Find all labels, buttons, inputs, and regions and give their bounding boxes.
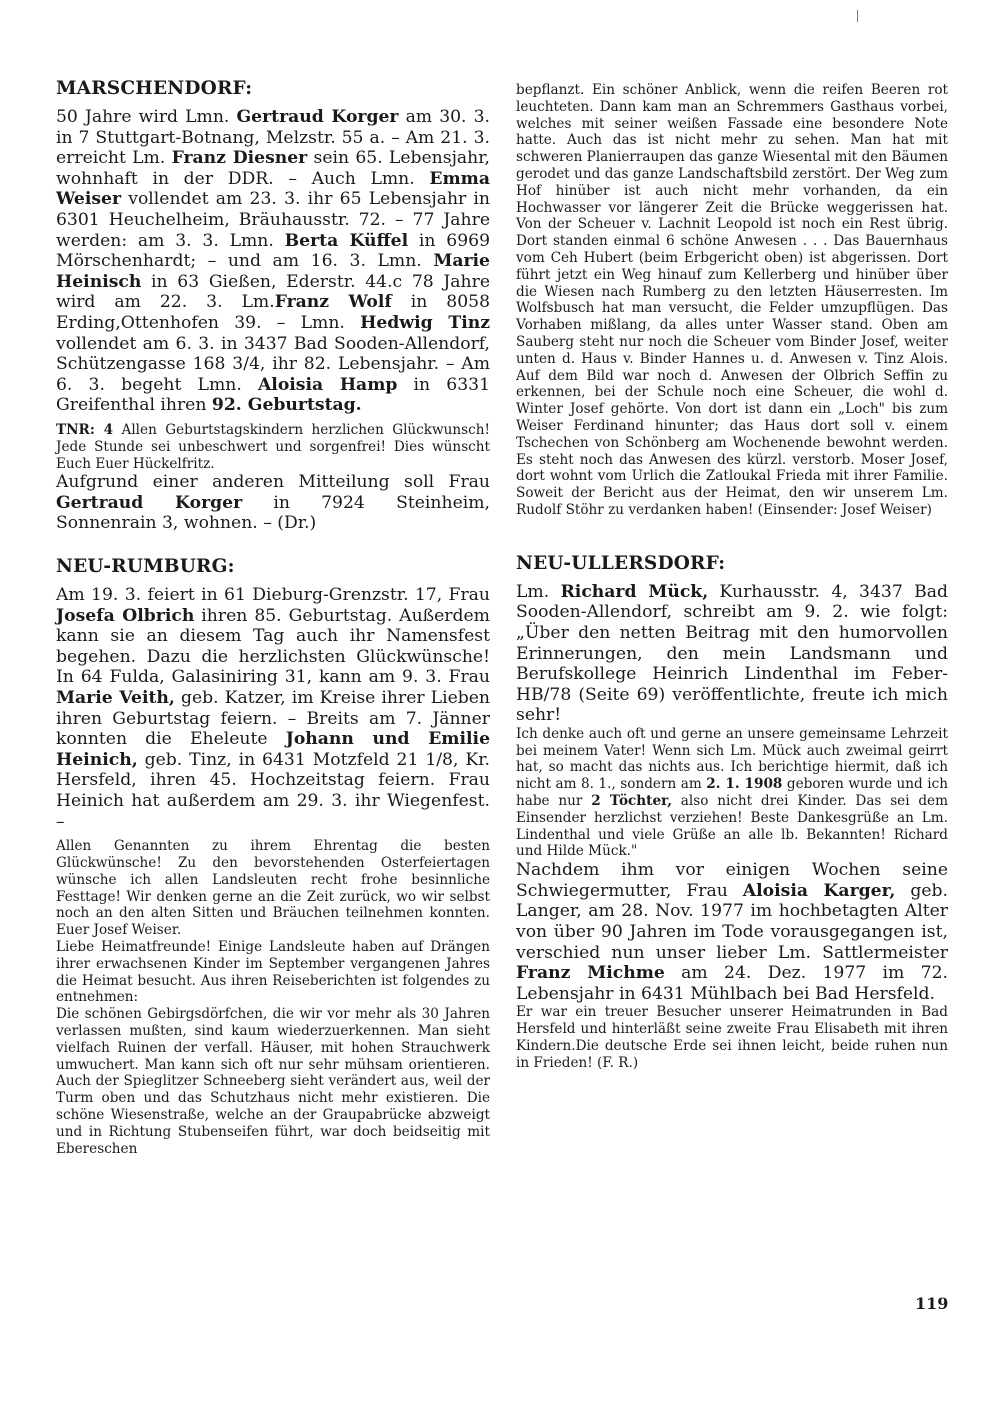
bold-name: Berta Küffel xyxy=(284,230,409,251)
bold-name: Marie Veith, xyxy=(56,688,175,709)
bold-name: Marie Heinisch xyxy=(56,251,490,292)
bold-name: TNR: 4 xyxy=(56,421,114,438)
bold-name: Franz Michme xyxy=(516,963,665,984)
right-column xyxy=(516,82,948,1072)
section-heading-neu-ullersdorf: NEU-ULLERSDORF: xyxy=(516,552,726,574)
bold-name: Franz Wolf xyxy=(274,292,392,313)
bold-name: Gertraud Korger xyxy=(236,107,399,127)
bold-name: Aloisia Karger, xyxy=(742,880,896,901)
bold-name: 2. 1. 1908 xyxy=(706,776,783,793)
paragraph: 50 Jahre wird Lmn. Gertraud Korger am 30. 3. in 7 Stuttgart-Botnang, Melzstr. 55 a. – Am 21. 3. erreicht Lm. Franz Diesner sein 65. Lebensjahr, wohnhaft in der DDR. – Auch Lmn. Emma Weiser vollendet am 23. 3. ihr 65 Lebensjahr in 6301 Heuchelheim, Bräuhausstr. 72. – 77 Jahre werden: am 3. 3. Lmn. Berta Küffel in 6969 Mörschenhardt; – und am 16. 3. Lmn. Marie Heinisch in 63 Gießen, Ederstr. 44.c 78 Jahre wird am 22. 3. Lm.Franz Wolf in 8058 Erding,Ottenhofen 39. – Lmn. Hedwig Tinz vollendet am 6. 3. in 3437 Bad Sooden-Allendorf, Schützengasse 168 3/4, ihr 82. Lebensjahr. – Am 6. 3. begeht Lmn. Aloisia Hamp in 6331 Greifenthal ihren 92. Geburtstag. xyxy=(56,107,491,416)
bold-name: Hedwig Tinz xyxy=(360,312,490,333)
bold-name: Franz Diesner xyxy=(171,148,308,169)
bold-name: Gertraud Korger xyxy=(56,492,243,513)
section-heading-neu-rumburg: NEU-RUMBURG: xyxy=(56,556,235,578)
paragraph: Lm. Richard Mück, Kurhausstr. 4, 3437 Bad Sooden-Allendorf, schreibt am 9. 2. wie folgt: „Über den netten Beitrag mit den humorvollen Erinnerungen, den mein Landsmann und Berufskollege Heinrich Lindenthal im Feber-HB/78 (Seite 69) veröffentlichte, freute ich mich sehr! xyxy=(516,581,948,726)
margin-mark xyxy=(857,10,858,22)
bold-name: 2 Töchter, xyxy=(591,793,673,810)
bold-name: Richard Mück, xyxy=(560,581,709,602)
bold-name: Johann und Emilie Heinich, xyxy=(56,729,491,770)
left-column xyxy=(56,78,490,1157)
paragraph: Die schönen Gebirgsdörfchen, die wir vor mehr als 30 Jahren verlassen mußten, sind kaum wiederzuerkennen. Man sieht vielfach Ruinen der verfall. Häuser, mit hohen Strauchwerk umwuchert. Man kann sich oft nur sehr mühsam orientieren. Auch der Spieglitzer Schneeberg sieht verändert aus, weil der Turm oben und das Schutzhaus nicht mehr existieren. Die schöne Wiesenstraße, welche an der Graupabrücke abzweigt und in Richtung Stubenseifen führt, war doch beidseitig mit Ebereschen xyxy=(56,1006,490,1157)
bold-name: Aloisia Hamp xyxy=(257,374,398,395)
paragraph: Nachdem ihm vor einigen Wochen seine Schwiegermutter, Frau Aloisia Karger, geb. Langer, am 28. Nov. 1977 im hochbetagten Alter von über 90 Jahren im Tode vorausgegangen ist, verschied nun unser lieber Lm. Sattlermeister Franz Michme am 24. Dez. 1977 im 72. Lebensjahr in 6431 Mühlbach bei Bad Hersfeld. xyxy=(516,860,948,1004)
paragraph: Am 19. 3. feiert in 61 Dieburg-Grenzstr. 17, Frau Josefa Olbrich ihren 85. Geburtstag. Außerdem kann sie an diesem Tag auch ihr Namensfest begehen. Dazu die herzlichsten Glückwünsche! In 64 Fulda, Galasiniring 31, kann am 9. 3. Frau Marie Veith, geb. Katzer, im Kreise ihrer Lieben ihren Geburtstag feiern. – Breits am 7. Jänner konnten die Eheleute Johann und Emilie Heinich, geb. Tinz, in 6431 Motzfeld 21 1/8, Kr. Hersfeld, ihren 45. Hochzeitstag feiern. Frau Heinich hat außerdem am 29. 3. ihr Wiegenfest. – xyxy=(56,585,491,832)
paragraph: Ich denke auch oft und gerne an unsere gemeinsame Lehrzeit bei meinem Vater! Wenn sich Lm. Mück auch zweimal geirrt hat, so macht das nichts aus. Ich berichtige hiermit, daß ich nicht am 8. 1., sondern am 2. 1. 1908 geboren wurde und ich habe nur 2 Töchter, also nicht drei Kinder. Das sei dem Einsender herzlichst verziehen! Beste Dankesgrüße an Lm. Lindenthal und viele Grüße an alle lb. Bekannten! Richard und Hilde Mück." xyxy=(516,725,949,860)
bold-name: 92. Geburtstag. xyxy=(211,395,362,416)
section-heading-marschendorf: MARSCHENDORF: xyxy=(56,78,253,99)
bold-name: Josefa Olbrich xyxy=(56,605,195,626)
paragraph: TNR: 4 Allen Geburtstagskindern herzlichen Glückwunsch! Jede Stunde sei unbeschwert und sorgenfrei! Dies wünscht Euch Euer Hückelfritz. xyxy=(56,421,490,472)
paragraph: Er war ein treuer Besucher unserer Heimatrunden in Bad Hersfeld und hinterläßt seine zweite Frau Elisabeth mit ihren Kindern.Die deutsche Erde sei ihnen leicht, beide ruhen nun in Frieden! (F. R.) xyxy=(516,1004,948,1071)
paragraph: Aufgrund einer anderen Mitteilung soll Frau Gertraud Korger in 7924 Steinheim, Sonnenrain 3, wohnen. – (Dr.) xyxy=(56,472,490,534)
paragraph: bepflanzt. Ein schöner Anblick, wenn die reifen Beeren rot leuchteten. Dann kam man an Schremmers Gasthaus vorbei, welches mit seiner weißen Fassade eine besondere Note hatte. Auch das ist nicht mehr zu sehen. Man hat mit schweren Planierraupen das ganze Wiesental mit den Bäumen gerodet und das ganze Landschaftsbild zerstört. Der Weg zum Hof hinüber ist auch nicht mehr vorhanden, da ein Hochwasser vor längerer Zeit die Brücke weggerissen hat. Von der Scheuer v. Lachnit Leopold ist noch ein Rest übrig. Dort standen einmal 6 schöne Anwesen . . . Das Bauernhaus vom Ceh Hubert (beim Erbgericht oben) ist abgerissen. Dort führt jetzt ein Weg hinauf zum Kellerberg und hinüber über die Wiesen nach Rumberg zu den letzten Häuserresten. Im Wolfsbusch hat man versucht, die Felder umzupflügen. Das Vorhaben mißlang, da alles unter Wasser stand. Oben am Sauberg steht nur noch die Scheuer vom Binder Josef, weiter unten d. Haus v. Binder Hannes u. d. Anwesen v. Tinz Alois. Auf dem Bild war noch d. Anwesen der Olbrich Seffin zu erkennen, bei der Schule noch eine Scheuer, die wohl d. Winter Josef gehörte. Von dort ist dann ein „Loch" bis zum Weiser Ferdinand hinunter; das Haus dort soll v. einem Tschechen von Schönberg am Wochenende bewohnt werden. Es steht noch das Anwesen des kürzl. verstorb. Moser Josef, dort wohnt vom Urlich die Zatloukal Frieda mit ihrer Familie. Soweit der Bericht aus der Heimat, den wir unserem Lm. Rudolf Stöhr zu verdanken haben! (Einsender: Josef Weiser) xyxy=(516,82,948,518)
page-number: 119 xyxy=(915,1294,949,1313)
bold-name: Emma Weiser xyxy=(56,168,490,210)
paragraph: Liebe Heimatfreunde! Einige Landsleute haben auf Drängen ihrer erwachsenen Kinder im September vergangenen Jahres die Heimat besucht. Aus ihren Reiseberichten ist folgendes zu entnehmen: xyxy=(56,938,490,1006)
paragraph: Allen Genannten zu ihrem Ehrentag die besten Glückwünsche! Zu den bevorstehenden Osterfeiertagen wünsche ich allen Landsleuten recht frohe besinnliche Festtage! Wir denken gerne an die Zeit zurück, wo wir selbst noch an den alten Sitten und Bräuchen teilnehmen konnten. Euer Josef Weiser. xyxy=(56,838,490,939)
